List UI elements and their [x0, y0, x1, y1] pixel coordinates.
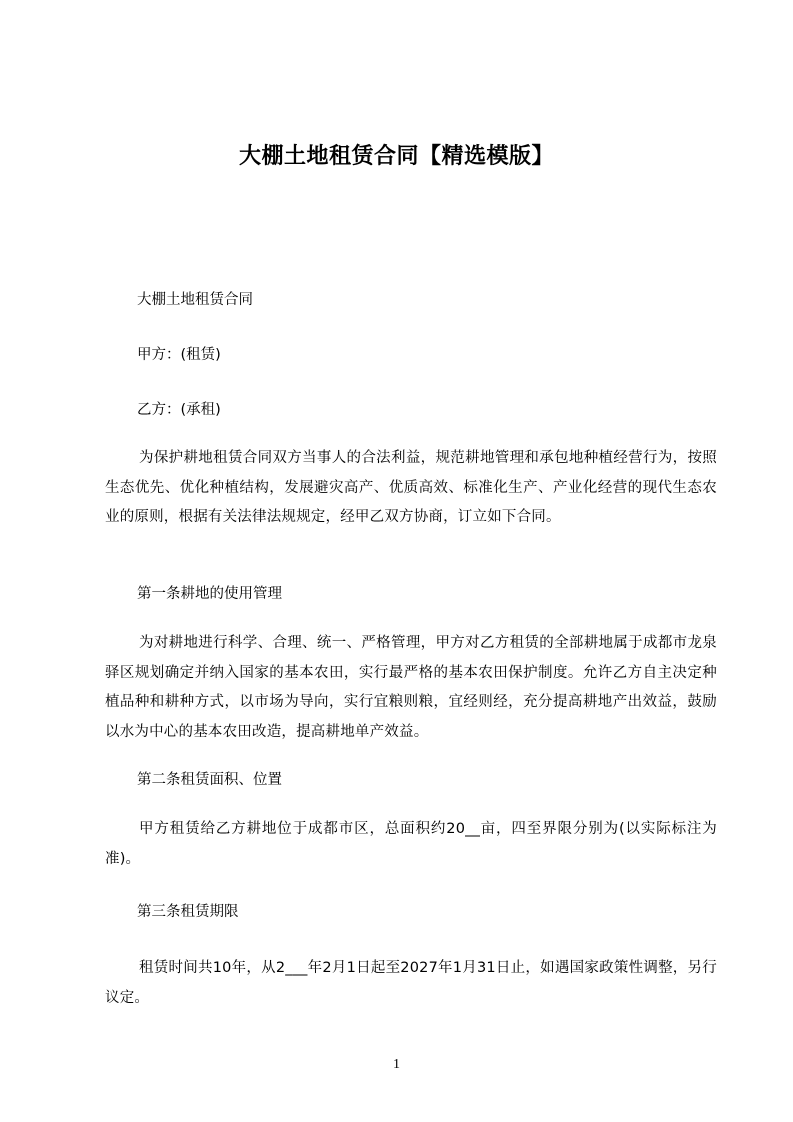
page-number: 1: [393, 1057, 400, 1072]
contract-heading: 大棚土地租赁合同: [137, 292, 253, 308]
section-heading: 第三条租赁期限: [137, 904, 239, 920]
section-heading: 第二条租赁面积、位置: [137, 772, 282, 788]
party-b-line: 乙方：(承租): [137, 402, 221, 418]
section-body: 为对耕地进行科学、合理、统一、严格管理，甲方对乙方租赁的全部耕地属于成都市龙泉驿区规划确定并纳入国家的基本农田，实行最严格的基本农田保护制度。允许乙方自主决定种植品种和耕种方式，以市场为导向，实行宜粮则粮，宜经则经，充分提高耕地产出效益，鼓励以水为中心的基本农田改造，提高耕地单产效益。: [105, 635, 717, 740]
document-title: 大棚土地租赁合同【精选模版】: [238, 144, 554, 169]
party-a-line: 甲方：(租赁): [137, 347, 221, 363]
section-body: 甲方租赁给乙方耕地位于成都市区，总面积约20__亩，四至界限分别为(以实际标注为准)。: [105, 821, 717, 867]
section-body: 租赁时间共10年，从2___年2月1日起至2027年1月31日止，如遇国家政策性调整，另行议定。: [105, 960, 717, 1006]
intro-paragraph: 为保护耕地租赁合同双方当事人的合法利益，规范耕地管理和承包地种植经营行为，按照生态优先、优化种植结构，发展避灾高产、优质高效、标准化生产、产业化经营的现代生态农业的原则，根据有关法律法规规定，经甲乙双方协商，订立如下合同。: [105, 450, 717, 525]
section-heading: 第一条耕地的使用管理: [137, 586, 282, 602]
